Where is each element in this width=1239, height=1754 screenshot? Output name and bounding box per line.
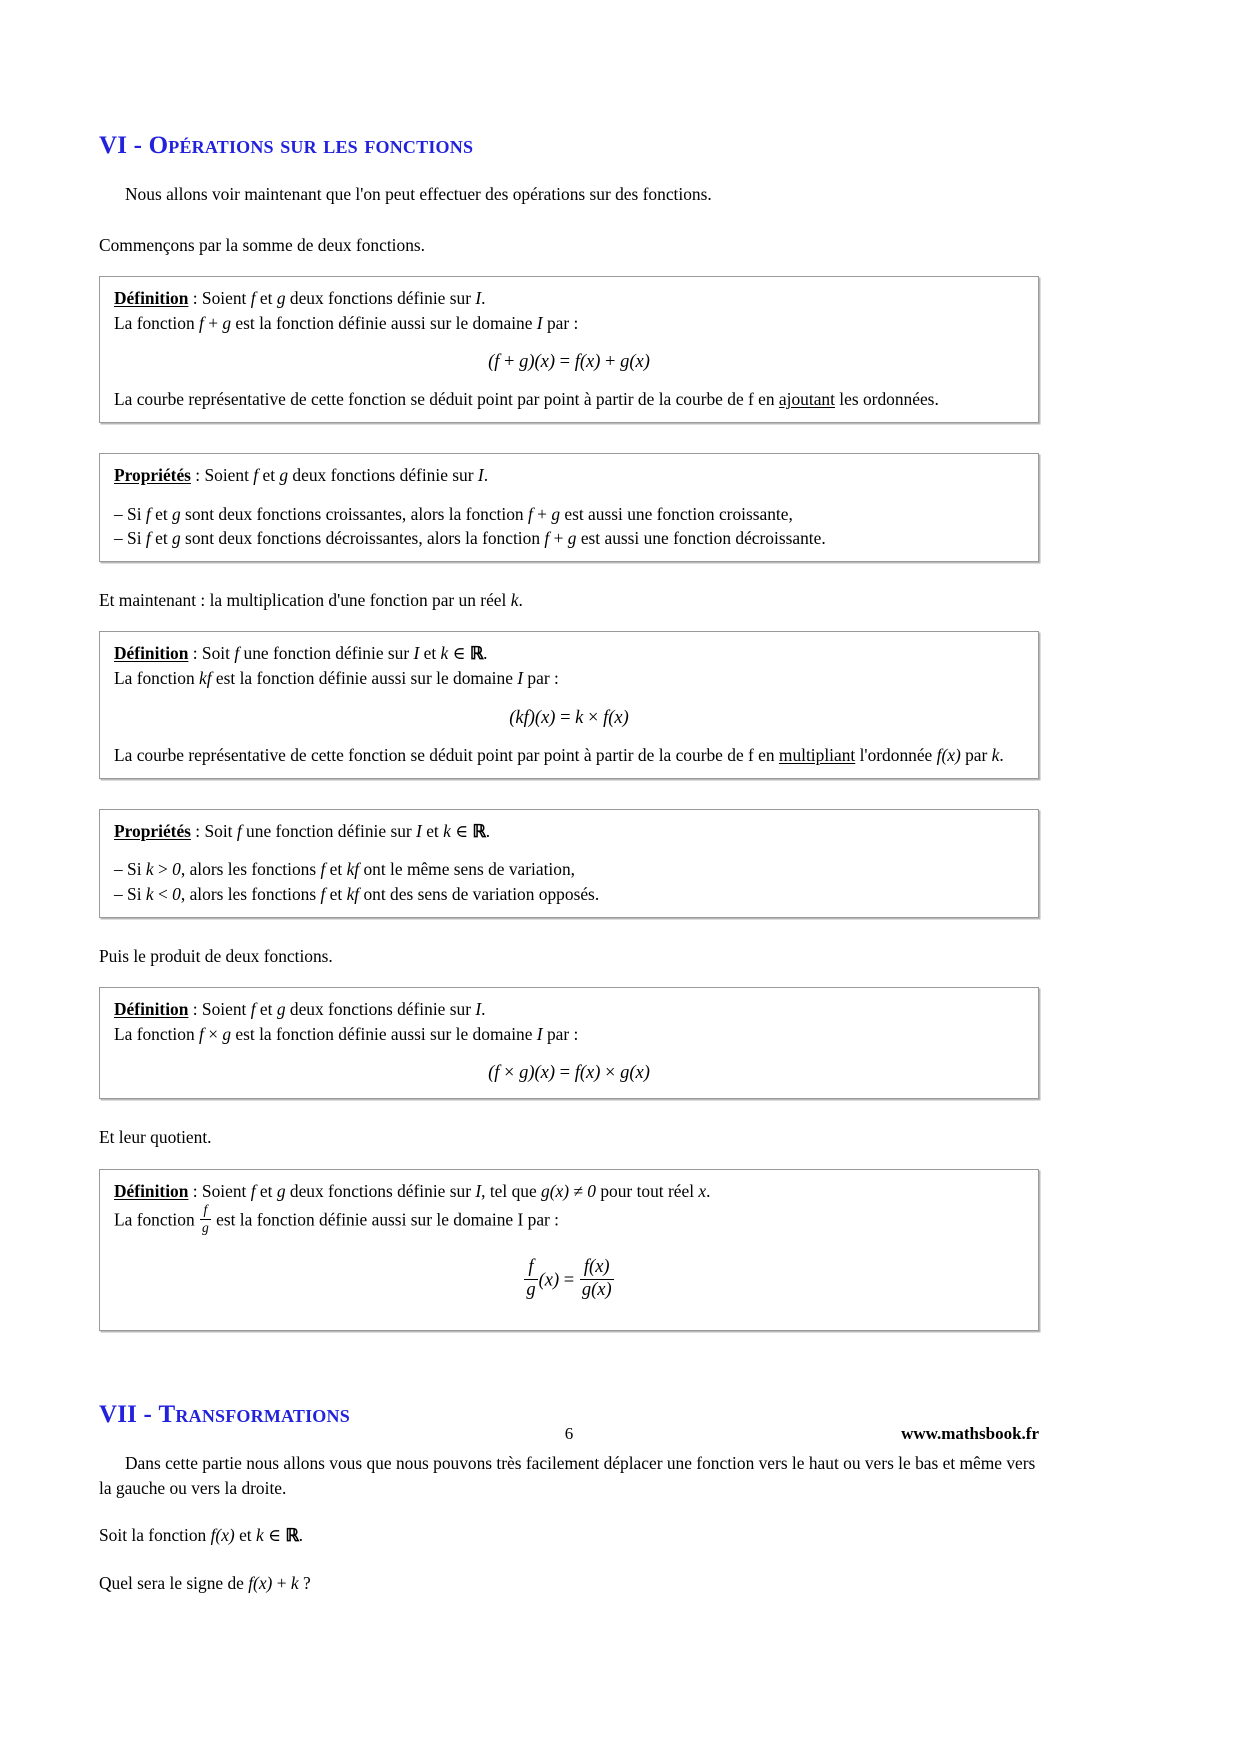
definition-quotient-line1-rest: : Soient f et g deux fonctions définie sur I, tel que g(x) ≠ 0 pour tout réel x. bbox=[188, 1180, 711, 1201]
properties-sum-item1: – Si f et g sont deux fonctions croissantes, alors la fonction f + g est aussi une fonction croissante, bbox=[114, 503, 793, 524]
lead-in-product: Puis le produit de deux fonctions. bbox=[99, 945, 333, 966]
section-number-vii: VII - bbox=[99, 1401, 153, 1429]
definition-sum-line1-rest: : Soient f et g deux fonctions définie sur I. bbox=[188, 287, 486, 308]
equation-middle: (x) = bbox=[538, 1269, 575, 1290]
definition-product-line1-rest: : Soient f et g deux fonctions définie sur I. bbox=[188, 998, 486, 1019]
definition-label: Définition bbox=[114, 998, 189, 1019]
section-title-vi: Opérations sur les fonctions bbox=[148, 132, 474, 159]
section-number-vi: VI - bbox=[99, 132, 143, 159]
definition-scalar-line3-a: La courbe représentative de cette fonction se déduit point par point à partir de la courbe de f en bbox=[114, 744, 779, 765]
definition-quotient-line2 bbox=[114, 1203, 1024, 1235]
list-dash: – bbox=[114, 859, 123, 880]
definition-scalar-line3: La courbe représentative de cette fonction se déduit point par point à partir de la courbe de f en multipliant l'ordonnée f(x) par k. bbox=[114, 744, 1004, 765]
properties-scalar-item2: – Si k < 0, alors les fonctions f et kf ont des sens de variation opposés. bbox=[114, 883, 600, 904]
definition-label: Définition bbox=[114, 287, 189, 308]
definition-scalar-equation: (kf)(x) = k × f(x) bbox=[509, 707, 629, 728]
definition-box-sum bbox=[99, 276, 1039, 423]
document-page bbox=[99, 0, 1039, 1754]
definition-sum-equation: (f + g)(x) = f(x) + g(x) bbox=[488, 352, 650, 373]
properties-box-scalar bbox=[99, 809, 1039, 918]
definition-product-equation: (f × g)(x) = f(x) × g(x) bbox=[488, 1063, 650, 1084]
fraction-denominator: g bbox=[202, 1219, 209, 1235]
definition-sum-line3-a: La courbe représentative de cette fonction se déduit point par point à partir de la courbe de f en bbox=[114, 389, 779, 410]
equation-rhs-fraction bbox=[580, 1258, 614, 1301]
definition-quotient-line1 bbox=[114, 1179, 1024, 1204]
definition-scalar-line2: La fonction kf est la fonction définie aussi sur le domaine I par : bbox=[114, 668, 559, 689]
properties-scalar-line1 bbox=[114, 819, 1024, 844]
properties-scalar-item1: – Si k > 0, alors les fonctions f et kf ont le même sens de variation, bbox=[114, 859, 575, 880]
fraction-numerator: f bbox=[200, 1203, 211, 1220]
definition-product-line1 bbox=[114, 997, 1024, 1022]
definition-sum-line3 bbox=[114, 387, 1024, 412]
definition-quotient-line2-a: La fonction bbox=[114, 1209, 199, 1230]
list-dash: – bbox=[114, 528, 123, 549]
fraction-numerator: f(x) bbox=[580, 1258, 614, 1280]
definition-quotient-equation bbox=[114, 1258, 1024, 1301]
page-footer bbox=[99, 1424, 1039, 1450]
inline-fraction-f-over-g bbox=[200, 1203, 211, 1235]
top-spacer bbox=[99, 0, 1039, 60]
fraction-denominator: g bbox=[526, 1279, 536, 1300]
definition-sum-emphasis: ajoutant bbox=[778, 389, 835, 410]
page-number: 6 bbox=[564, 1424, 574, 1443]
definition-box-product bbox=[99, 987, 1039, 1099]
section-vii-intro: Dans cette partie nous allons vous que nous pouvons très facilement déplacer une fonction vers le haut ou vers le bas et même vers la gauche ou vers la droite. bbox=[99, 1452, 1036, 1499]
definition-box-scalar bbox=[99, 631, 1039, 778]
definition-sum-line1 bbox=[114, 286, 1024, 311]
definition-sum-line2: La fonction f + g est la fonction définie aussi sur le domaine I par : bbox=[114, 312, 579, 333]
section-vii-line1: Soit la fonction f(x) et k ∈ ℝ. bbox=[99, 1525, 303, 1546]
fraction-numerator: f bbox=[524, 1258, 537, 1280]
definition-scalar-line1 bbox=[114, 641, 1024, 666]
list-dash: – bbox=[114, 503, 123, 524]
definition-sum-line3-b: les ordonnées. bbox=[834, 389, 939, 410]
section-heading-vi bbox=[99, 132, 1039, 160]
properties-label: Propriétés bbox=[114, 465, 191, 486]
properties-sum-item2: – Si f et g sont deux fonctions décroissantes, alors la fonction f + g est aussi une fonction décroissante. bbox=[114, 528, 826, 549]
properties-box-sum bbox=[99, 453, 1039, 562]
properties-sum-line1-rest: : Soient f et g deux fonctions définie sur I. bbox=[190, 465, 489, 486]
properties-scalar-line1-rest: : Soit f une fonction définie sur I et k ∈ ℝ. bbox=[190, 820, 491, 841]
definition-label: Définition bbox=[114, 1180, 189, 1201]
lead-in-sum: Commençons par la somme de deux fonctions. bbox=[99, 234, 426, 255]
definition-product-line2: La fonction f × g est la fonction définie aussi sur le domaine I par : bbox=[114, 1023, 579, 1044]
properties-sum-line1 bbox=[114, 463, 1024, 488]
definition-quotient-line2-b: est la fonction définie aussi sur le domaine I par : bbox=[211, 1209, 560, 1230]
section-title-vii: Transformations bbox=[158, 1401, 350, 1429]
lead-in-quotient: Et leur quotient. bbox=[99, 1127, 212, 1148]
definition-scalar-line1-rest: : Soit f une fonction définie sur I et k ∈ ℝ. bbox=[188, 643, 488, 664]
definition-box-quotient bbox=[99, 1169, 1039, 1332]
definition-scalar-emphasis: multipliant bbox=[778, 744, 856, 765]
definition-label: Définition bbox=[114, 643, 189, 664]
properties-label: Propriétés bbox=[114, 820, 191, 841]
website-label: www.mathsbook.fr bbox=[901, 1424, 1039, 1443]
section-vi-intro: Nous allons voir maintenant que l'on peut effectuer des opérations sur des fonctions. bbox=[125, 183, 712, 204]
fraction-denominator: g(x) bbox=[581, 1279, 612, 1300]
list-dash: – bbox=[114, 883, 123, 904]
equation-lhs-fraction bbox=[524, 1258, 537, 1301]
lead-in-scalar: Et maintenant : la multiplication d'une fonction par un réel k. bbox=[99, 590, 523, 611]
section-vii-line2: Quel sera le signe de f(x) + k ? bbox=[99, 1572, 311, 1593]
